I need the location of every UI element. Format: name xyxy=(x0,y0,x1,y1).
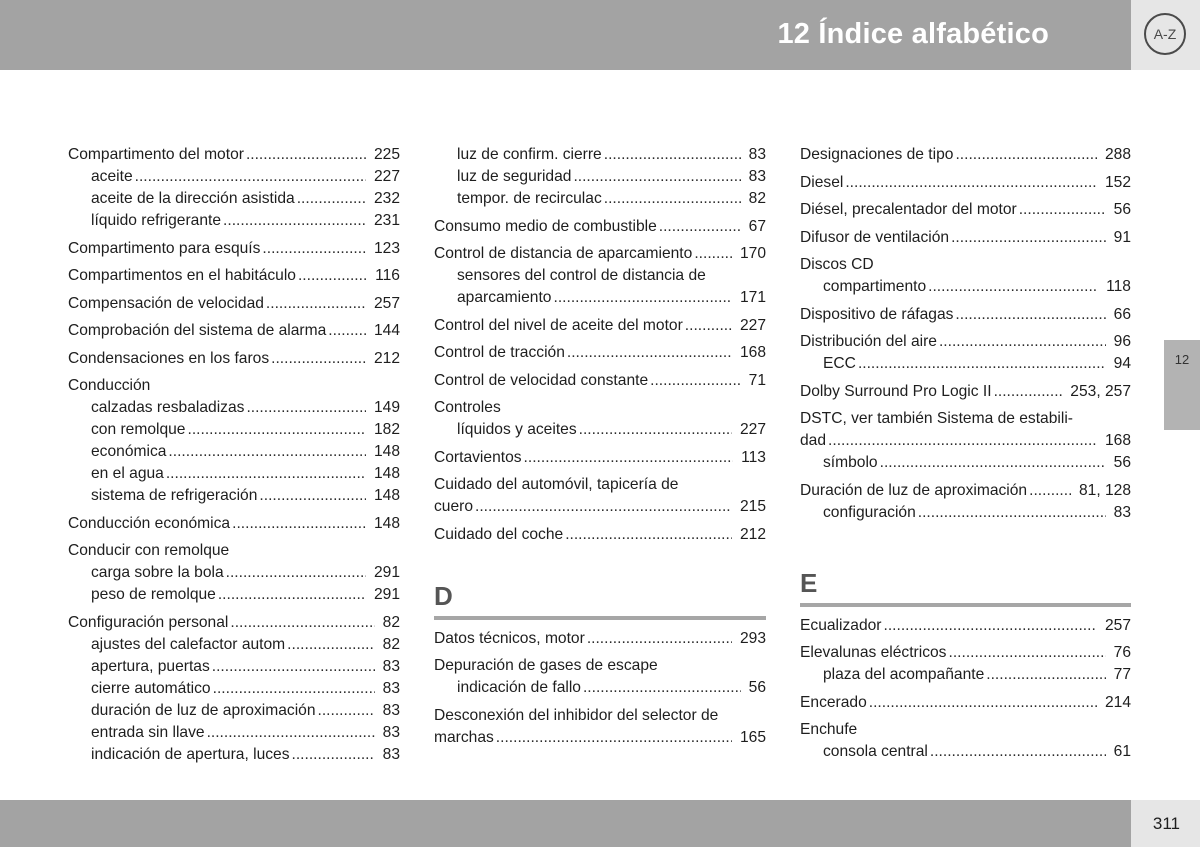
index-subentry xyxy=(800,664,1131,686)
index-entry xyxy=(800,719,1131,741)
dot-leader xyxy=(207,722,375,744)
chapter-tab-label: 12 xyxy=(1174,352,1190,367)
entry-text: Distribución del aire xyxy=(800,333,937,350)
page-reference: 148 xyxy=(373,487,400,504)
entry-text: Depuración de gases de escape xyxy=(434,657,658,674)
entry-text: Compartimento para esquís xyxy=(68,239,261,257)
entry-text: Conducir con remolque xyxy=(68,542,230,559)
index-entry xyxy=(434,524,766,546)
page-reference: 82 xyxy=(382,635,400,653)
index-entry xyxy=(68,144,400,166)
entry-text: Enchufe xyxy=(800,721,858,738)
entry-text: duración de luz de aproximación xyxy=(91,701,316,719)
page-reference: 81, 128 xyxy=(1078,481,1131,499)
entry-text: líquido refrigerante xyxy=(91,212,222,229)
page-reference: 291 xyxy=(373,564,400,581)
index-subentry xyxy=(800,353,1131,375)
entry-text: entrada sin llave xyxy=(91,723,205,741)
dot-leader xyxy=(694,243,732,265)
dot-leader xyxy=(166,463,366,485)
index-subentry xyxy=(68,700,400,722)
entry-text: sensores del control de distancia de xyxy=(457,267,706,284)
page-reference: 152 xyxy=(1104,173,1131,191)
page-reference: 83 xyxy=(382,723,400,741)
page-reference: 118 xyxy=(1106,278,1131,295)
index-entry xyxy=(800,430,1131,452)
index-entry xyxy=(800,642,1131,664)
entry-text: indicación de apertura, luces xyxy=(91,745,290,763)
dot-leader xyxy=(883,615,1096,637)
index-entry xyxy=(434,474,766,496)
index-subentry xyxy=(68,397,400,419)
dot-leader xyxy=(135,166,366,188)
page-reference: 231 xyxy=(373,212,400,229)
entry-text: Diésel, precalentador del motor xyxy=(800,201,1017,218)
index-subentry xyxy=(68,744,400,766)
page-reference: 76 xyxy=(1113,644,1131,661)
dot-leader xyxy=(328,320,366,342)
entry-text: líquidos y aceites xyxy=(457,421,577,438)
dot-leader xyxy=(828,430,1097,452)
dot-leader xyxy=(262,238,366,260)
page-reference: 91 xyxy=(1113,228,1131,246)
entry-text: Difusor de ventilación xyxy=(800,228,950,246)
index-subentry xyxy=(800,452,1131,474)
entry-text: en el agua xyxy=(91,465,164,482)
dot-leader xyxy=(297,188,366,210)
entry-text: Discos CD xyxy=(800,256,874,273)
entry-text: DSTC, ver también Sistema de estabili- xyxy=(800,410,1073,427)
index-subentry xyxy=(68,419,400,441)
page-reference: 148 xyxy=(373,465,400,482)
dot-leader xyxy=(232,513,366,535)
section-letter: D xyxy=(434,580,453,611)
index-subentry xyxy=(68,584,400,606)
dot-leader xyxy=(226,562,366,584)
index-entry xyxy=(800,692,1131,714)
entry-text: con remolque xyxy=(91,421,186,438)
index-entry xyxy=(800,480,1131,502)
section-rule xyxy=(434,616,766,620)
index-entry xyxy=(68,375,400,397)
dot-leader xyxy=(994,381,1063,403)
page-reference: 82 xyxy=(382,613,400,631)
index-subentry xyxy=(434,166,766,188)
header-bar xyxy=(0,0,1131,70)
index-entry xyxy=(434,628,766,650)
dot-leader xyxy=(475,496,732,518)
entry-text: sistema de refrigeración xyxy=(91,487,258,504)
entry-text: Condensaciones en los faros xyxy=(68,349,270,367)
dot-leader xyxy=(955,304,1105,326)
entry-text: consola central xyxy=(823,743,928,760)
entry-text: Cuidado del automóvil, tapicería de xyxy=(434,476,679,493)
index-entry xyxy=(68,293,400,315)
page-reference: 293 xyxy=(739,629,766,647)
dot-leader xyxy=(880,452,1106,474)
dot-leader xyxy=(259,485,366,507)
page-reference: 149 xyxy=(373,399,400,416)
dot-leader xyxy=(650,370,741,392)
index-group-c-continued xyxy=(434,144,766,546)
page-reference: 56 xyxy=(748,679,766,696)
entry-text: compartimento xyxy=(823,278,927,295)
index-entry xyxy=(800,199,1131,221)
page-reference: 214 xyxy=(1104,693,1131,711)
index-entry xyxy=(434,496,766,518)
section-rule xyxy=(800,603,1131,607)
page-reference: 144 xyxy=(373,322,400,339)
entry-text: Diesel xyxy=(800,173,844,191)
page-reference: 165 xyxy=(739,728,766,746)
entry-text: Control de distancia de aparcamiento xyxy=(434,245,693,262)
entry-text: Consumo medio de combustible xyxy=(434,217,657,235)
page-reference: 212 xyxy=(739,525,766,543)
dot-leader xyxy=(939,331,1106,353)
entry-text: Ecualizador xyxy=(800,616,882,634)
page-reference: 56 xyxy=(1113,201,1131,218)
index-subentry xyxy=(68,166,400,188)
page-reference: 215 xyxy=(739,498,766,515)
chapter-icon-box xyxy=(1131,0,1200,70)
dot-leader xyxy=(298,265,367,287)
index-entry xyxy=(800,172,1131,194)
page-reference: 83 xyxy=(382,657,400,675)
dot-leader xyxy=(948,642,1105,664)
entry-text: aparcamiento xyxy=(457,289,552,306)
dot-leader xyxy=(869,692,1097,714)
entry-text: Duración de luz de aproximación xyxy=(800,481,1028,499)
page-reference: 232 xyxy=(373,190,400,207)
dot-leader xyxy=(1019,199,1106,221)
index-entry xyxy=(800,144,1131,166)
a-z-index-icon: A-Z xyxy=(1144,13,1186,55)
page-reference: 82 xyxy=(748,190,766,207)
page-reference: 83 xyxy=(1113,503,1131,521)
entry-text: aceite de la dirección asistida xyxy=(91,190,295,207)
index-entry xyxy=(68,320,400,342)
index-entry xyxy=(800,227,1131,249)
index-column-1 xyxy=(68,144,400,766)
section-header-e xyxy=(800,553,1131,615)
entry-text: símbolo xyxy=(823,454,878,471)
index-entry xyxy=(800,408,1131,430)
dot-leader xyxy=(986,664,1105,686)
page-reference: 182 xyxy=(373,421,400,438)
page-reference: 168 xyxy=(1104,432,1131,449)
page-reference: 227 xyxy=(373,168,400,185)
index-subentry xyxy=(68,441,400,463)
index-entry xyxy=(434,447,766,469)
entry-text: Designaciones de tipo xyxy=(800,146,954,163)
entry-text: Compartimento del motor xyxy=(68,146,244,163)
page-reference: 257 xyxy=(373,294,400,312)
dot-leader xyxy=(496,727,732,749)
dot-leader xyxy=(604,188,741,210)
dot-leader xyxy=(587,628,732,650)
page-reference: 66 xyxy=(1113,305,1131,323)
entry-text: marchas xyxy=(434,728,494,746)
dot-leader xyxy=(168,441,366,463)
page-reference: 56 xyxy=(1113,454,1131,471)
page-reference: 77 xyxy=(1113,666,1131,683)
entry-text: Comprobación del sistema de alarma xyxy=(68,322,327,339)
entry-text: peso de remolque xyxy=(91,586,216,603)
index-entry xyxy=(68,238,400,260)
dot-leader xyxy=(213,678,375,700)
entry-text: calzadas resbaladizas xyxy=(91,399,245,416)
entry-text: indicación de fallo xyxy=(457,679,581,696)
index-entry xyxy=(800,304,1131,326)
index-subentry xyxy=(800,741,1131,763)
dot-leader xyxy=(858,353,1106,375)
dot-leader xyxy=(579,419,732,441)
page-reference: 291 xyxy=(373,586,400,603)
entry-text: Cortavientos xyxy=(434,448,522,466)
index-entry xyxy=(800,331,1131,353)
dot-leader xyxy=(292,744,375,766)
entry-text: luz de seguridad xyxy=(457,168,572,185)
index-entry xyxy=(434,342,766,364)
entry-text: Controles xyxy=(434,399,501,416)
dot-leader xyxy=(246,144,366,166)
page-reference: 227 xyxy=(739,316,766,334)
entry-text: apertura, puertas xyxy=(91,657,210,675)
page-reference: 116 xyxy=(375,267,400,284)
dot-leader xyxy=(659,216,741,238)
page-reference: 257 xyxy=(1104,616,1131,634)
index-subentry xyxy=(68,656,400,678)
entry-text: Compartimentos en el habitáculo xyxy=(68,267,296,284)
index-subentry xyxy=(68,485,400,507)
dot-leader xyxy=(845,172,1097,194)
index-subentry xyxy=(434,188,766,210)
index-column-3 xyxy=(800,144,1131,763)
dot-leader xyxy=(583,677,741,699)
page-reference: 225 xyxy=(373,146,400,163)
index-entry xyxy=(68,348,400,370)
page-reference: 83 xyxy=(748,146,766,163)
chapter-side-tab xyxy=(1164,340,1200,430)
dot-leader xyxy=(951,227,1106,249)
dot-leader xyxy=(287,634,374,656)
index-subentry xyxy=(800,276,1131,298)
section-header-d xyxy=(434,566,766,628)
entry-text: aceite xyxy=(91,168,133,185)
entry-text: ajustes del calefactor autom xyxy=(91,635,286,653)
index-group-e xyxy=(800,615,1131,764)
index-subentry xyxy=(68,188,400,210)
index-subentry xyxy=(68,634,400,656)
index-entry xyxy=(434,705,766,727)
index-entry xyxy=(434,370,766,392)
entry-text: cuero xyxy=(434,498,474,515)
entry-text: Encerado xyxy=(800,693,867,711)
entry-text: luz de confirm. cierre xyxy=(457,146,602,163)
page-reference: 83 xyxy=(382,745,400,763)
index-subentry xyxy=(434,419,766,441)
dot-leader xyxy=(246,397,366,419)
page-reference: 227 xyxy=(739,421,766,438)
index-entry xyxy=(434,243,766,265)
page-reference: 212 xyxy=(373,349,400,367)
page-reference: 83 xyxy=(748,168,766,185)
dot-leader xyxy=(218,584,366,606)
index-entry xyxy=(434,655,766,677)
entry-text: plaza del acompañante xyxy=(823,666,985,683)
entry-text: configuración xyxy=(823,503,916,521)
entry-text: Elevalunas eléctricos xyxy=(800,644,947,661)
index-entry xyxy=(800,381,1131,403)
dot-leader xyxy=(318,700,375,722)
page-reference: 113 xyxy=(741,448,766,466)
dot-leader xyxy=(565,524,732,546)
index-subentry xyxy=(68,722,400,744)
dot-leader xyxy=(604,144,741,166)
dot-leader xyxy=(553,287,731,309)
dot-leader xyxy=(930,741,1106,763)
entry-text: Control del nivel de aceite del motor xyxy=(434,316,683,334)
entry-text: Conducción económica xyxy=(68,514,231,532)
page-reference: 83 xyxy=(382,701,400,719)
dot-leader xyxy=(928,276,1098,298)
entry-text: económica xyxy=(91,443,167,460)
page-reference: 168 xyxy=(739,344,766,361)
page-reference: 96 xyxy=(1113,333,1131,350)
entry-text: Desconexión del inhibidor del selector de xyxy=(434,706,719,724)
index-entry xyxy=(434,397,766,419)
index-subentry xyxy=(434,677,766,699)
dot-leader xyxy=(918,502,1106,524)
dot-leader xyxy=(187,419,365,441)
entry-text: Conducción xyxy=(68,377,151,394)
entry-text: ECC xyxy=(823,355,856,372)
entry-text: cierre automático xyxy=(91,679,211,697)
page-reference: 148 xyxy=(373,443,400,460)
page-reference: 171 xyxy=(739,289,766,306)
dot-leader xyxy=(567,342,732,364)
entry-text: Cuidado del coche xyxy=(434,525,564,543)
entry-text: Control de velocidad constante xyxy=(434,371,649,389)
index-subentry xyxy=(68,463,400,485)
index-entry xyxy=(434,727,766,749)
entry-text: Control de tracción xyxy=(434,344,565,361)
index-subentry xyxy=(68,562,400,584)
page-reference: 288 xyxy=(1104,146,1131,163)
index-column-2 xyxy=(434,144,766,749)
entry-text: Dispositivo de ráfagas xyxy=(800,305,954,323)
index-group-d-continued xyxy=(800,144,1131,524)
dot-leader xyxy=(524,447,734,469)
dot-leader xyxy=(271,348,366,370)
entry-text: Dolby Surround Pro Logic II xyxy=(800,382,992,400)
index-entry xyxy=(68,265,400,287)
entry-text: Configuración personal xyxy=(68,613,229,631)
index-entry xyxy=(68,513,400,535)
index-group-d xyxy=(434,628,766,749)
page-reference: 148 xyxy=(373,514,400,532)
page-reference: 61 xyxy=(1113,743,1131,760)
footer-page-box xyxy=(1131,800,1200,847)
entry-text: Datos técnicos, motor xyxy=(434,629,585,647)
dot-leader xyxy=(685,315,732,337)
dot-leader xyxy=(1029,480,1071,502)
entry-text: dad xyxy=(800,432,827,449)
page-reference: 83 xyxy=(382,679,400,697)
index-subentry xyxy=(68,210,400,232)
index-subentry xyxy=(434,144,766,166)
page-reference: 170 xyxy=(739,245,766,262)
index-entry xyxy=(800,254,1131,276)
index-subentry xyxy=(68,678,400,700)
page-reference: 71 xyxy=(748,371,766,389)
index-subentry xyxy=(800,502,1131,524)
page-number: 311 xyxy=(1152,814,1180,833)
footer-bar xyxy=(0,800,1131,847)
dot-leader xyxy=(230,612,374,634)
entry-text: tempor. de recirculac xyxy=(457,190,602,207)
dot-leader xyxy=(573,166,740,188)
dot-leader xyxy=(266,293,366,315)
page-title: 12 Índice alfabético xyxy=(777,18,1049,50)
section-letter: E xyxy=(800,567,818,598)
index-subentry xyxy=(434,265,766,287)
dot-leader xyxy=(955,144,1097,166)
index-entry xyxy=(434,216,766,238)
index-subentry xyxy=(434,287,766,309)
page-reference: 67 xyxy=(748,217,766,235)
entry-text: Compensación de velocidad xyxy=(68,294,264,312)
index-entry xyxy=(800,615,1131,637)
page-reference: 123 xyxy=(373,239,400,257)
index-entry xyxy=(434,315,766,337)
entry-text: carga sobre la bola xyxy=(91,564,224,581)
dot-leader xyxy=(223,210,366,232)
dot-leader xyxy=(212,656,375,678)
index-entry xyxy=(68,612,400,634)
page-reference: 94 xyxy=(1113,355,1131,372)
index-entry xyxy=(68,540,400,562)
page-reference: 253, 257 xyxy=(1070,382,1131,400)
